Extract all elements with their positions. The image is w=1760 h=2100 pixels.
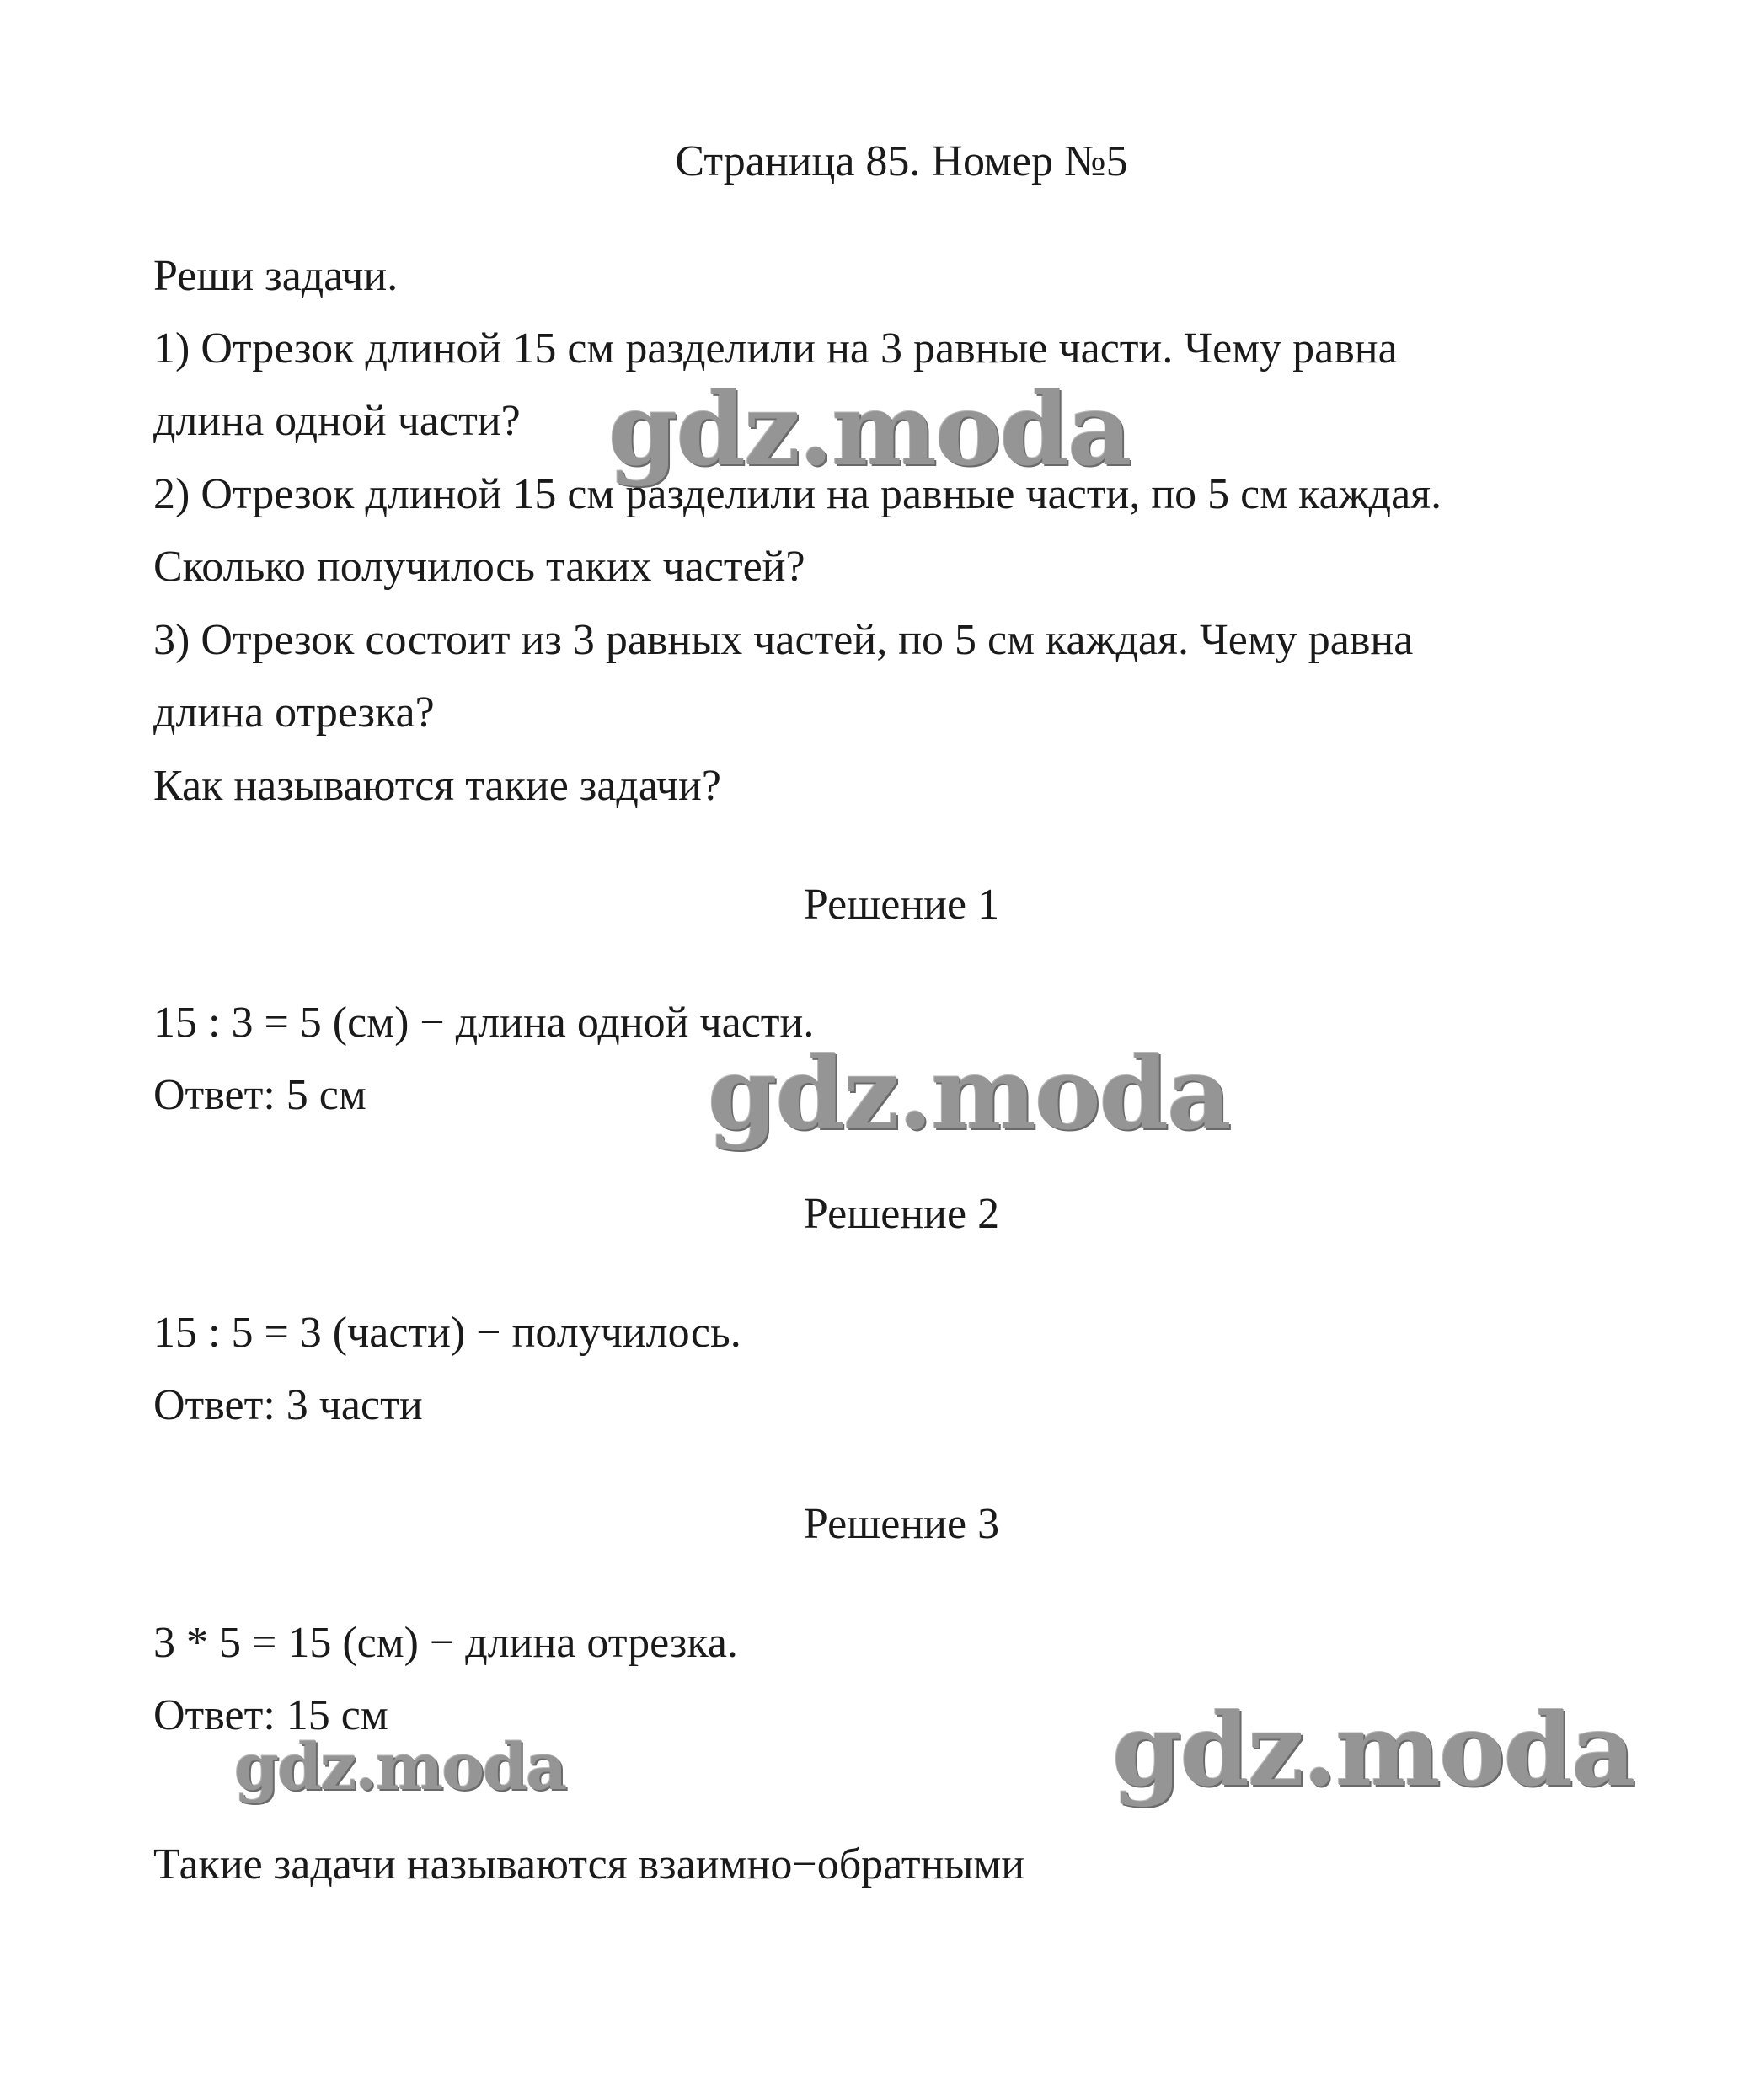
solution-2-equation: 15 : 5 = 3 (части) − получилось. — [153, 1309, 741, 1357]
watermark: gdz.moda — [1112, 1691, 1634, 1808]
problem-1-line-1: 1) Отрезок длиной 15 см разделили на 3 равные части. Чему равна — [153, 324, 1398, 372]
solution-2-answer: Ответ: 3 части — [153, 1381, 423, 1429]
problem-2-line-1: 2) Отрезок длиной 15 см разделили на равные части, по 5 см каждая. — [153, 470, 1442, 518]
solution-3-equation: 3 * 5 = 15 (см) − длина отрезка. — [153, 1619, 738, 1667]
solution-2-heading: Решение 2 — [803, 1190, 1000, 1238]
problem-3-line-1: 3) Отрезок состоит из 3 равных частей, по 5 см каждая. Чему равна — [153, 616, 1414, 664]
problem-2-line-2: Сколько получилось таких частей? — [153, 543, 805, 591]
conclusion: Такие задачи называются взаимно−обратными — [153, 1840, 1025, 1888]
page-title: Страница 85. Номер №5 — [675, 137, 1128, 185]
solution-1-heading: Решение 1 — [803, 881, 1000, 929]
watermark: gdz.moda — [234, 1729, 566, 1804]
solution-3-heading: Решение 3 — [803, 1500, 1000, 1548]
task-question: Как называются такие задачи? — [153, 762, 721, 810]
solution-1-equation: 15 : 3 = 5 (см) − длина одной части. — [153, 999, 815, 1047]
solution-3-answer: Ответ: 15 см — [153, 1691, 388, 1739]
problem-1-line-2: длина одной части? — [153, 397, 521, 445]
watermark: gdz.moda — [608, 371, 1131, 488]
watermark: gdz.moda — [708, 1035, 1230, 1152]
solution-1-answer: Ответ: 5 см — [153, 1071, 366, 1119]
task-intro: Реши задачи. — [153, 252, 399, 300]
problem-3-line-2: длина отрезка? — [153, 688, 435, 737]
